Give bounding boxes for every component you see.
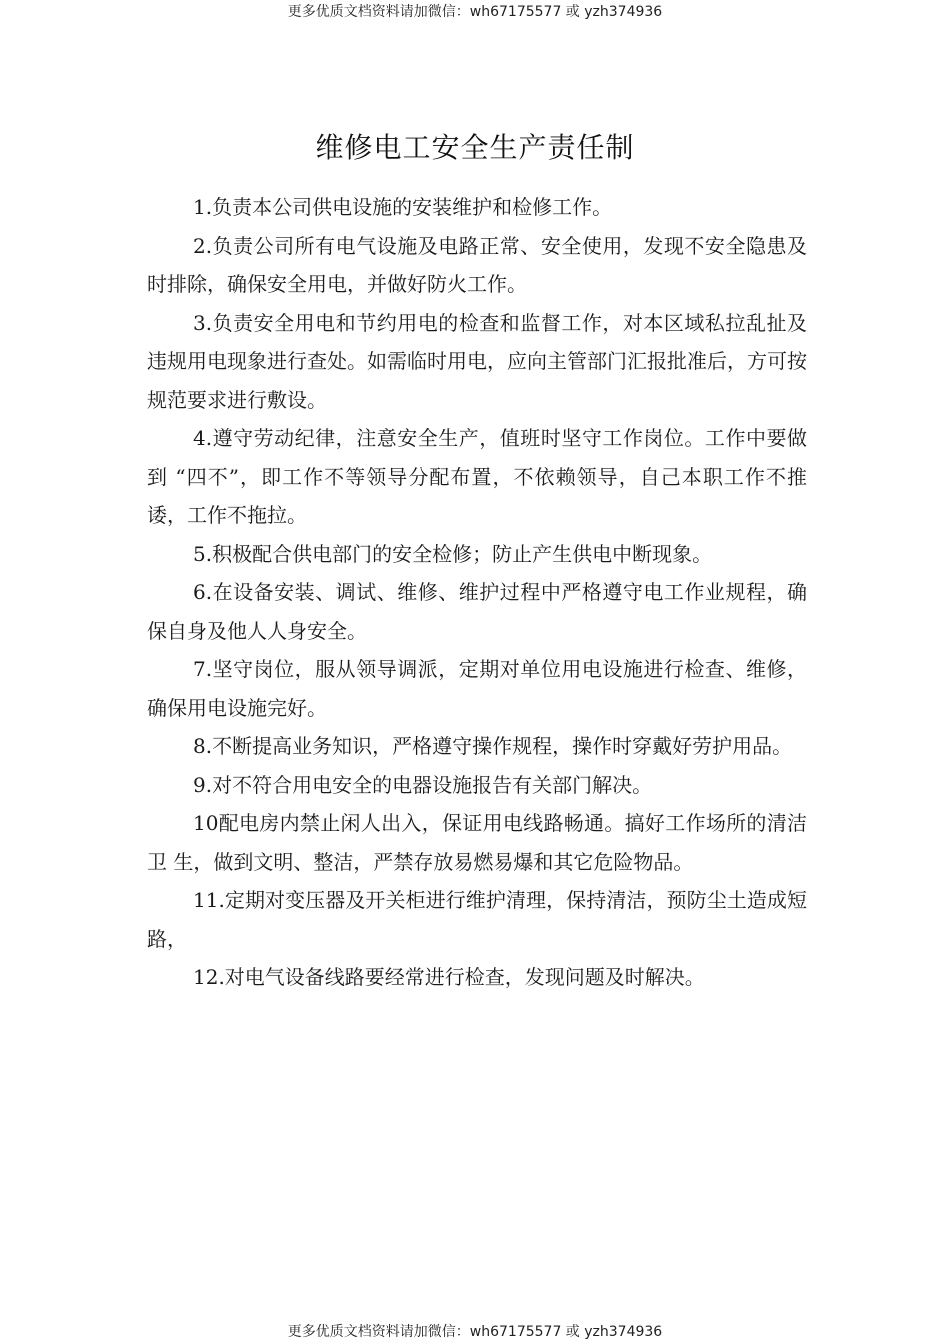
paragraph-1: 1.负责本公司供电设施的安装维护和检修工作。 bbox=[193, 195, 613, 219]
document-body bbox=[147, 188, 807, 997]
footer-banner: 更多优质文档资料请加微信：wh67175577 或 yzh374936 bbox=[287, 1324, 663, 1340]
paragraph-8: 8.不断提高业务知识，严格遵守操作规程，操作时穿戴好劳护用品。 bbox=[193, 734, 793, 758]
document-title: 维修电工安全生产责任制 bbox=[315, 131, 635, 164]
paragraph-5: 5.积极配合供电部门的安全检修；防止产生供电中断现象。 bbox=[193, 541, 713, 566]
paragraph-10: 10配电房内禁止闲人出入，保证用电线路畅通。搞好工作场所的清洁卫 生，做到文明、整洁，严禁存放易燃易爆和其它危险物品。 bbox=[147, 811, 807, 874]
paragraph-9: 9.对不符合用电安全的电器设施报告有关部门解决。 bbox=[193, 772, 653, 797]
paragraph-3: 3.负责安全用电和节约用电的检查和监督工作，对本区域私拉乱扯及违规用电现象进行查处。如需临时用电，应向主管部门汇报批准后，方可按规范要求进行敷设。 bbox=[147, 310, 807, 412]
header-banner: 更多优质文档资料请加微信：wh67175577 或 yzh374936 bbox=[287, 4, 663, 20]
paragraph-6: 6.在设备安装、调试、维修、维护过程中严格遵守电工作业规程，确保自身及他人人身安全。 bbox=[147, 580, 807, 643]
paragraph-12: 12.对电气设备线路要经常进行检查，发现问题及时解决。 bbox=[193, 965, 705, 989]
paragraph-2: 2.负责公司所有电气设施及电路正常、安全使用，发现不安全隐患及时排除，确保安全用电，并做好防火工作。 bbox=[147, 233, 807, 296]
paragraph-11: 11.定期对变压器及开关柜进行维护清理，保持清洁，预防尘土造成短路， bbox=[147, 888, 807, 951]
paragraph-7: 7.坚守岗位，服从领导调派，定期对单位用电设施进行检查、维修，确保用电设施完好。 bbox=[147, 657, 807, 720]
paragraph-4: 4.遵守劳动纪律，注意安全生产，值班时坚守工作岗位。工作中要做到 “四不”，即工作不等领导分配布置，不依赖领导，自己本职工作不推诿，工作不拖拉。 bbox=[147, 426, 807, 527]
